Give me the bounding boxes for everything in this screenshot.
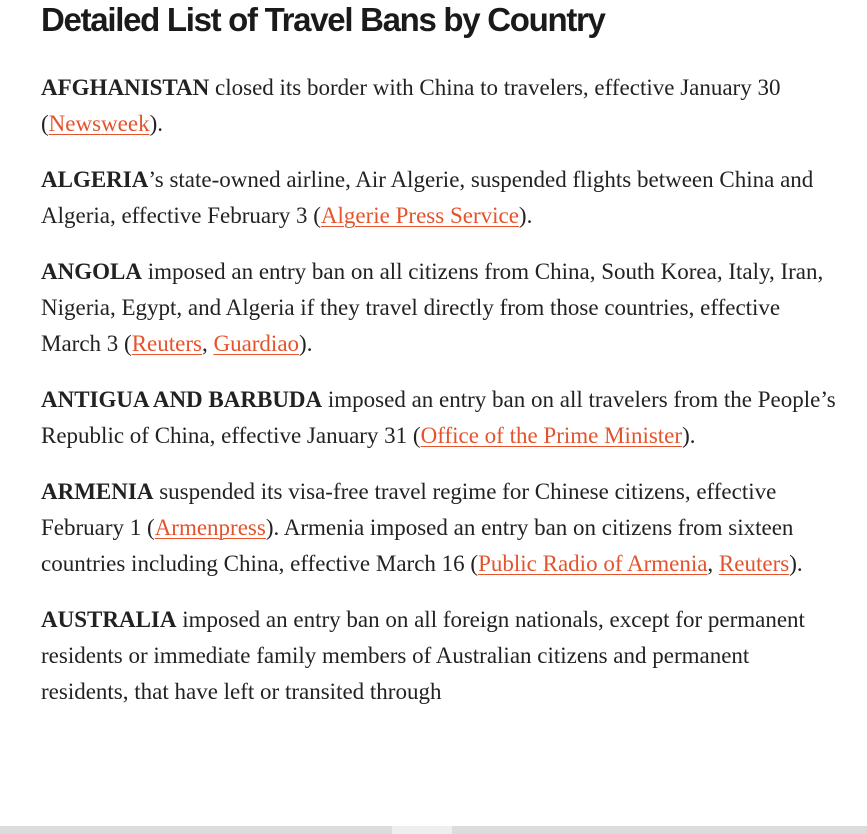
entry-text: ).	[149, 111, 163, 136]
entry-angola	[41, 254, 841, 362]
entry-algeria	[41, 162, 841, 234]
entry-armenia	[41, 474, 841, 582]
entry-text: imposed an entry ban on all foreign nationals, except for permanent residents or immediate family members of Australian citizens and permanent residents, that have left or transited through	[41, 607, 805, 704]
country-name: AUSTRALIA	[41, 607, 177, 632]
source-link-algerie-press-service[interactable]: Algerie Press Service	[320, 203, 519, 228]
source-link-reuters[interactable]: Reuters	[131, 331, 202, 356]
source-link-newsweek[interactable]: Newsweek	[48, 111, 150, 136]
page-title: Detailed List of Travel Bans by Country	[41, 1, 605, 38]
entry-text: ). Armenia imposed an entry ban on citizens from sixteen countries including China, effective March 16 (	[41, 515, 794, 576]
entry-text: suspended its visa-free travel regime for Chinese citizens, effective February 1 (	[41, 479, 777, 540]
country-name: ALGERIA	[41, 167, 149, 192]
source-link-public-radio-of-armenia[interactable]: Public Radio of Armenia	[478, 551, 708, 576]
entry-text: ).	[518, 203, 533, 228]
entry-text: imposed an entry ban on all travelers from the People’s Republic of China, effective January 31 (	[41, 387, 836, 448]
source-link-office-of-the-prime-minister[interactable]: Office of the Prime Minister	[420, 423, 683, 448]
entry-text: imposed an entry ban on all citizens from China, South Korea, Italy, Iran, Nigeria, Egypt, and Algeria if they travel directly from those countries, effective March 3 (	[41, 259, 824, 356]
country-name: ARMENIA	[41, 479, 154, 504]
horizontal-scrollbar[interactable]	[0, 826, 867, 834]
entry-australia	[41, 602, 841, 710]
source-link-guardiao[interactable]: Guardiao	[213, 331, 300, 356]
country-name: ANTIGUA AND BARBUDA	[41, 387, 323, 412]
entry-text: ,	[201, 331, 214, 356]
entry-text: ).	[789, 551, 803, 576]
entry-antigua-and-barbuda	[41, 382, 841, 454]
country-name: ANGOLA	[41, 259, 142, 284]
source-link-armenpress[interactable]: Armenpress	[154, 515, 266, 540]
entry-text: closed its border with China to travelers, effective January 30 (	[41, 75, 781, 136]
article	[41, 0, 841, 710]
entry-afghanistan	[41, 70, 841, 142]
entry-text: ).	[682, 423, 696, 448]
scrollbar-thumb[interactable]	[392, 826, 452, 834]
entry-text: ,	[707, 551, 719, 576]
entry-text: ’s state-owned airline, Air Algerie, suspended flights between China and Algeria, effective February 3 (	[41, 167, 814, 228]
source-link-reuters[interactable]: Reuters	[718, 551, 790, 576]
country-name: AFGHANISTAN	[41, 75, 210, 100]
entry-text: ).	[299, 331, 313, 356]
